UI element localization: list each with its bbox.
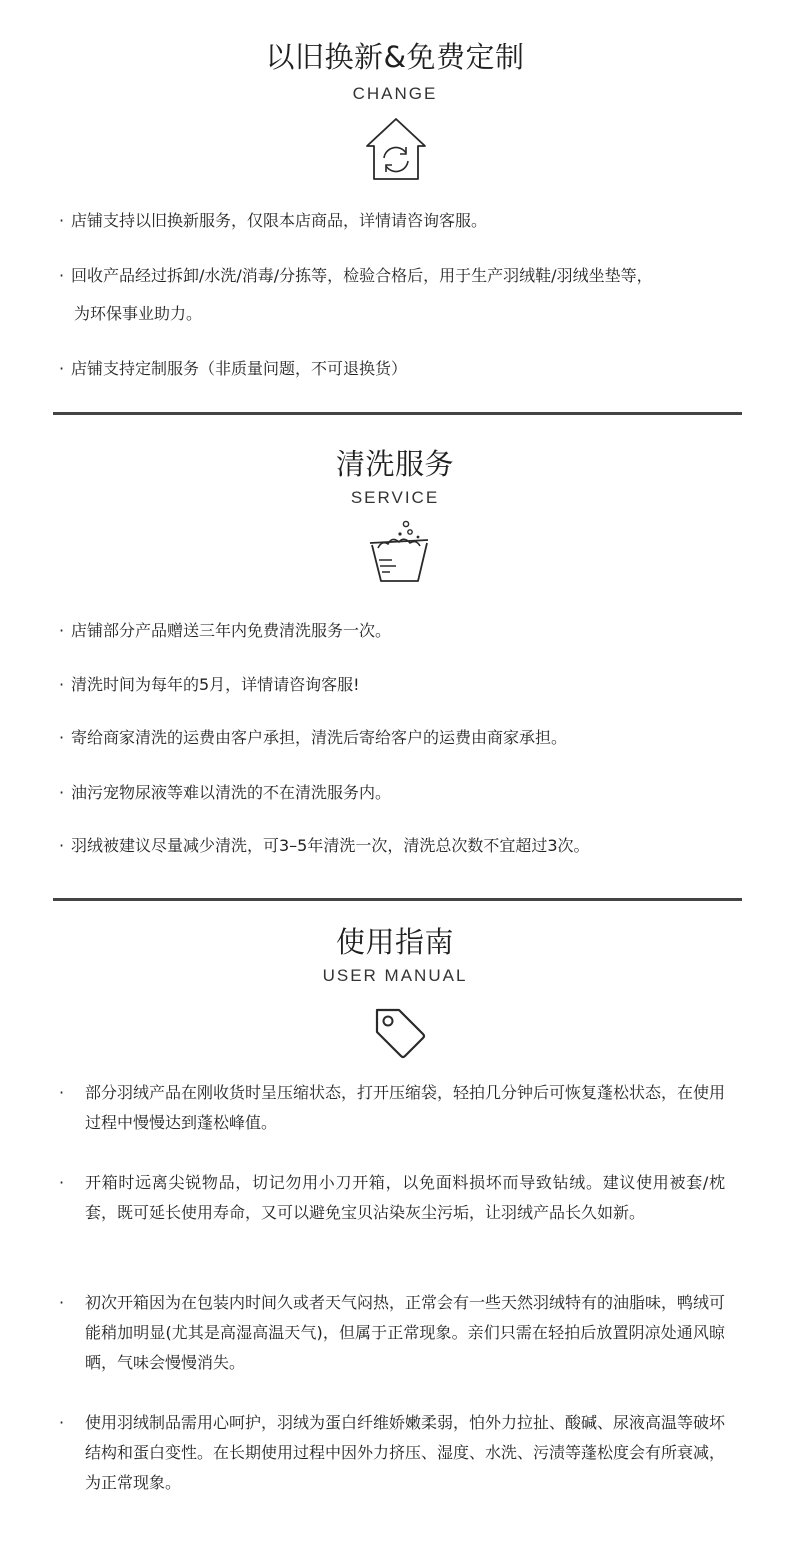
change-title: 以旧换新&免费定制 xyxy=(265,40,525,74)
change-item-3-text: 店铺支持定制服务（非质量问题，不可退换货） xyxy=(71,359,408,378)
manual-subtitle: USER MANUAL xyxy=(322,966,468,985)
manual-item-1-text: 部分羽绒产品在刚收货时呈压缩状态，打开压缩袋，轻拍几分钟后可恢复蓬松状态，在使用过程中慢慢达到蓬松峰值。 xyxy=(85,1083,726,1132)
service-item-1-text: 店铺部分产品赠送三年内免费清洗服务一次。 xyxy=(71,621,392,640)
service-item-5-text: 羽绒被建议尽量减少清洗，可3–5年清洗一次，清洗总次数不宜超过3次。 xyxy=(71,836,590,855)
change-item-3 xyxy=(59,350,750,388)
bullet-dot: · xyxy=(59,728,65,747)
service-item-2 xyxy=(59,666,750,704)
bullet-dot: · xyxy=(59,266,65,285)
change-item-2 xyxy=(59,257,750,333)
bullet-dot: · xyxy=(59,211,65,230)
manual-item-2-text: 开箱时远离尖锐物品，切记勿用小刀开箱，以免面料损坏而导致钻绒。建议使用被套/枕套，既可延长使用寿命，又可以避免宝贝沾染灰尘污垢，让羽绒产品长久如新。 xyxy=(85,1173,725,1222)
change-item-1 xyxy=(59,202,750,240)
house-recycle-icon xyxy=(365,117,427,181)
change-item-1-text: 店铺支持以旧换新服务，仅限本店商品，详情请咨询客服。 xyxy=(71,211,488,230)
manual-title: 使用指南 xyxy=(335,925,454,959)
change-item-2-text: 回收产品经过拆卸/水洗/消毒/分拣等，检验合格后，用于生产羽绒鞋/羽绒坐垫等， xyxy=(71,266,653,285)
manual-item-4-text: 使用羽绒制品需用心呵护，羽绒为蛋白纤维娇嫩柔弱，怕外力拉扯、酸碱、尿液高温等破坏结构和蛋白变性。在长期使用过程中因外力挤压、湿度、水洗、污渍等蓬松度会有所衰减，为正常现象。 xyxy=(85,1413,726,1492)
service-title: 清洗服务 xyxy=(335,447,454,481)
manual-item-2 xyxy=(59,1168,739,1228)
manual-item-1 xyxy=(59,1078,739,1138)
service-item-5 xyxy=(59,827,750,865)
service-item-1 xyxy=(59,612,750,650)
bullet-dot: · xyxy=(59,1293,65,1312)
service-subtitle: SERVICE xyxy=(350,488,440,507)
change-item-2-text-cont: 为环保事业助力。 xyxy=(74,304,203,323)
section-divider xyxy=(53,898,742,901)
bullet-dot: · xyxy=(59,783,65,802)
service-item-2-text: 清洗时间为每年的5月，详情请咨询客服! xyxy=(71,675,360,694)
service-item-4-text: 油污宠物尿液等难以清洗的不在清洗服务内。 xyxy=(71,783,392,802)
bullet-dot: · xyxy=(59,1413,65,1432)
section-divider xyxy=(53,412,742,415)
bullet-dot: · xyxy=(59,1083,65,1102)
bullet-dot: · xyxy=(59,359,65,378)
bullet-dot: · xyxy=(59,836,65,855)
service-item-3 xyxy=(59,719,750,757)
bullet-dot: · xyxy=(59,621,65,640)
bullet-dot: · xyxy=(59,1173,65,1192)
change-subtitle: CHANGE xyxy=(352,84,438,103)
manual-item-4 xyxy=(59,1408,739,1498)
manual-item-3-text: 初次开箱因为在包装内时间久或者天气闷热，正常会有一些天然羽绒特有的油脂味，鸭绒可能稍加明显(尤其是高湿高温天气)，但属于正常现象。亲们只需在轻拍后放置阴凉处通风晾晒，气味会慢慢消失。 xyxy=(85,1293,726,1372)
wash-basin-icon xyxy=(366,518,432,586)
service-item-3-text: 寄给商家清洗的运费由客户承担，清洗后寄给客户的运费由商家承担。 xyxy=(71,728,568,747)
bullet-dot: · xyxy=(59,675,65,694)
tag-icon xyxy=(371,1004,429,1062)
service-item-4 xyxy=(59,774,750,812)
manual-item-3 xyxy=(59,1288,739,1378)
